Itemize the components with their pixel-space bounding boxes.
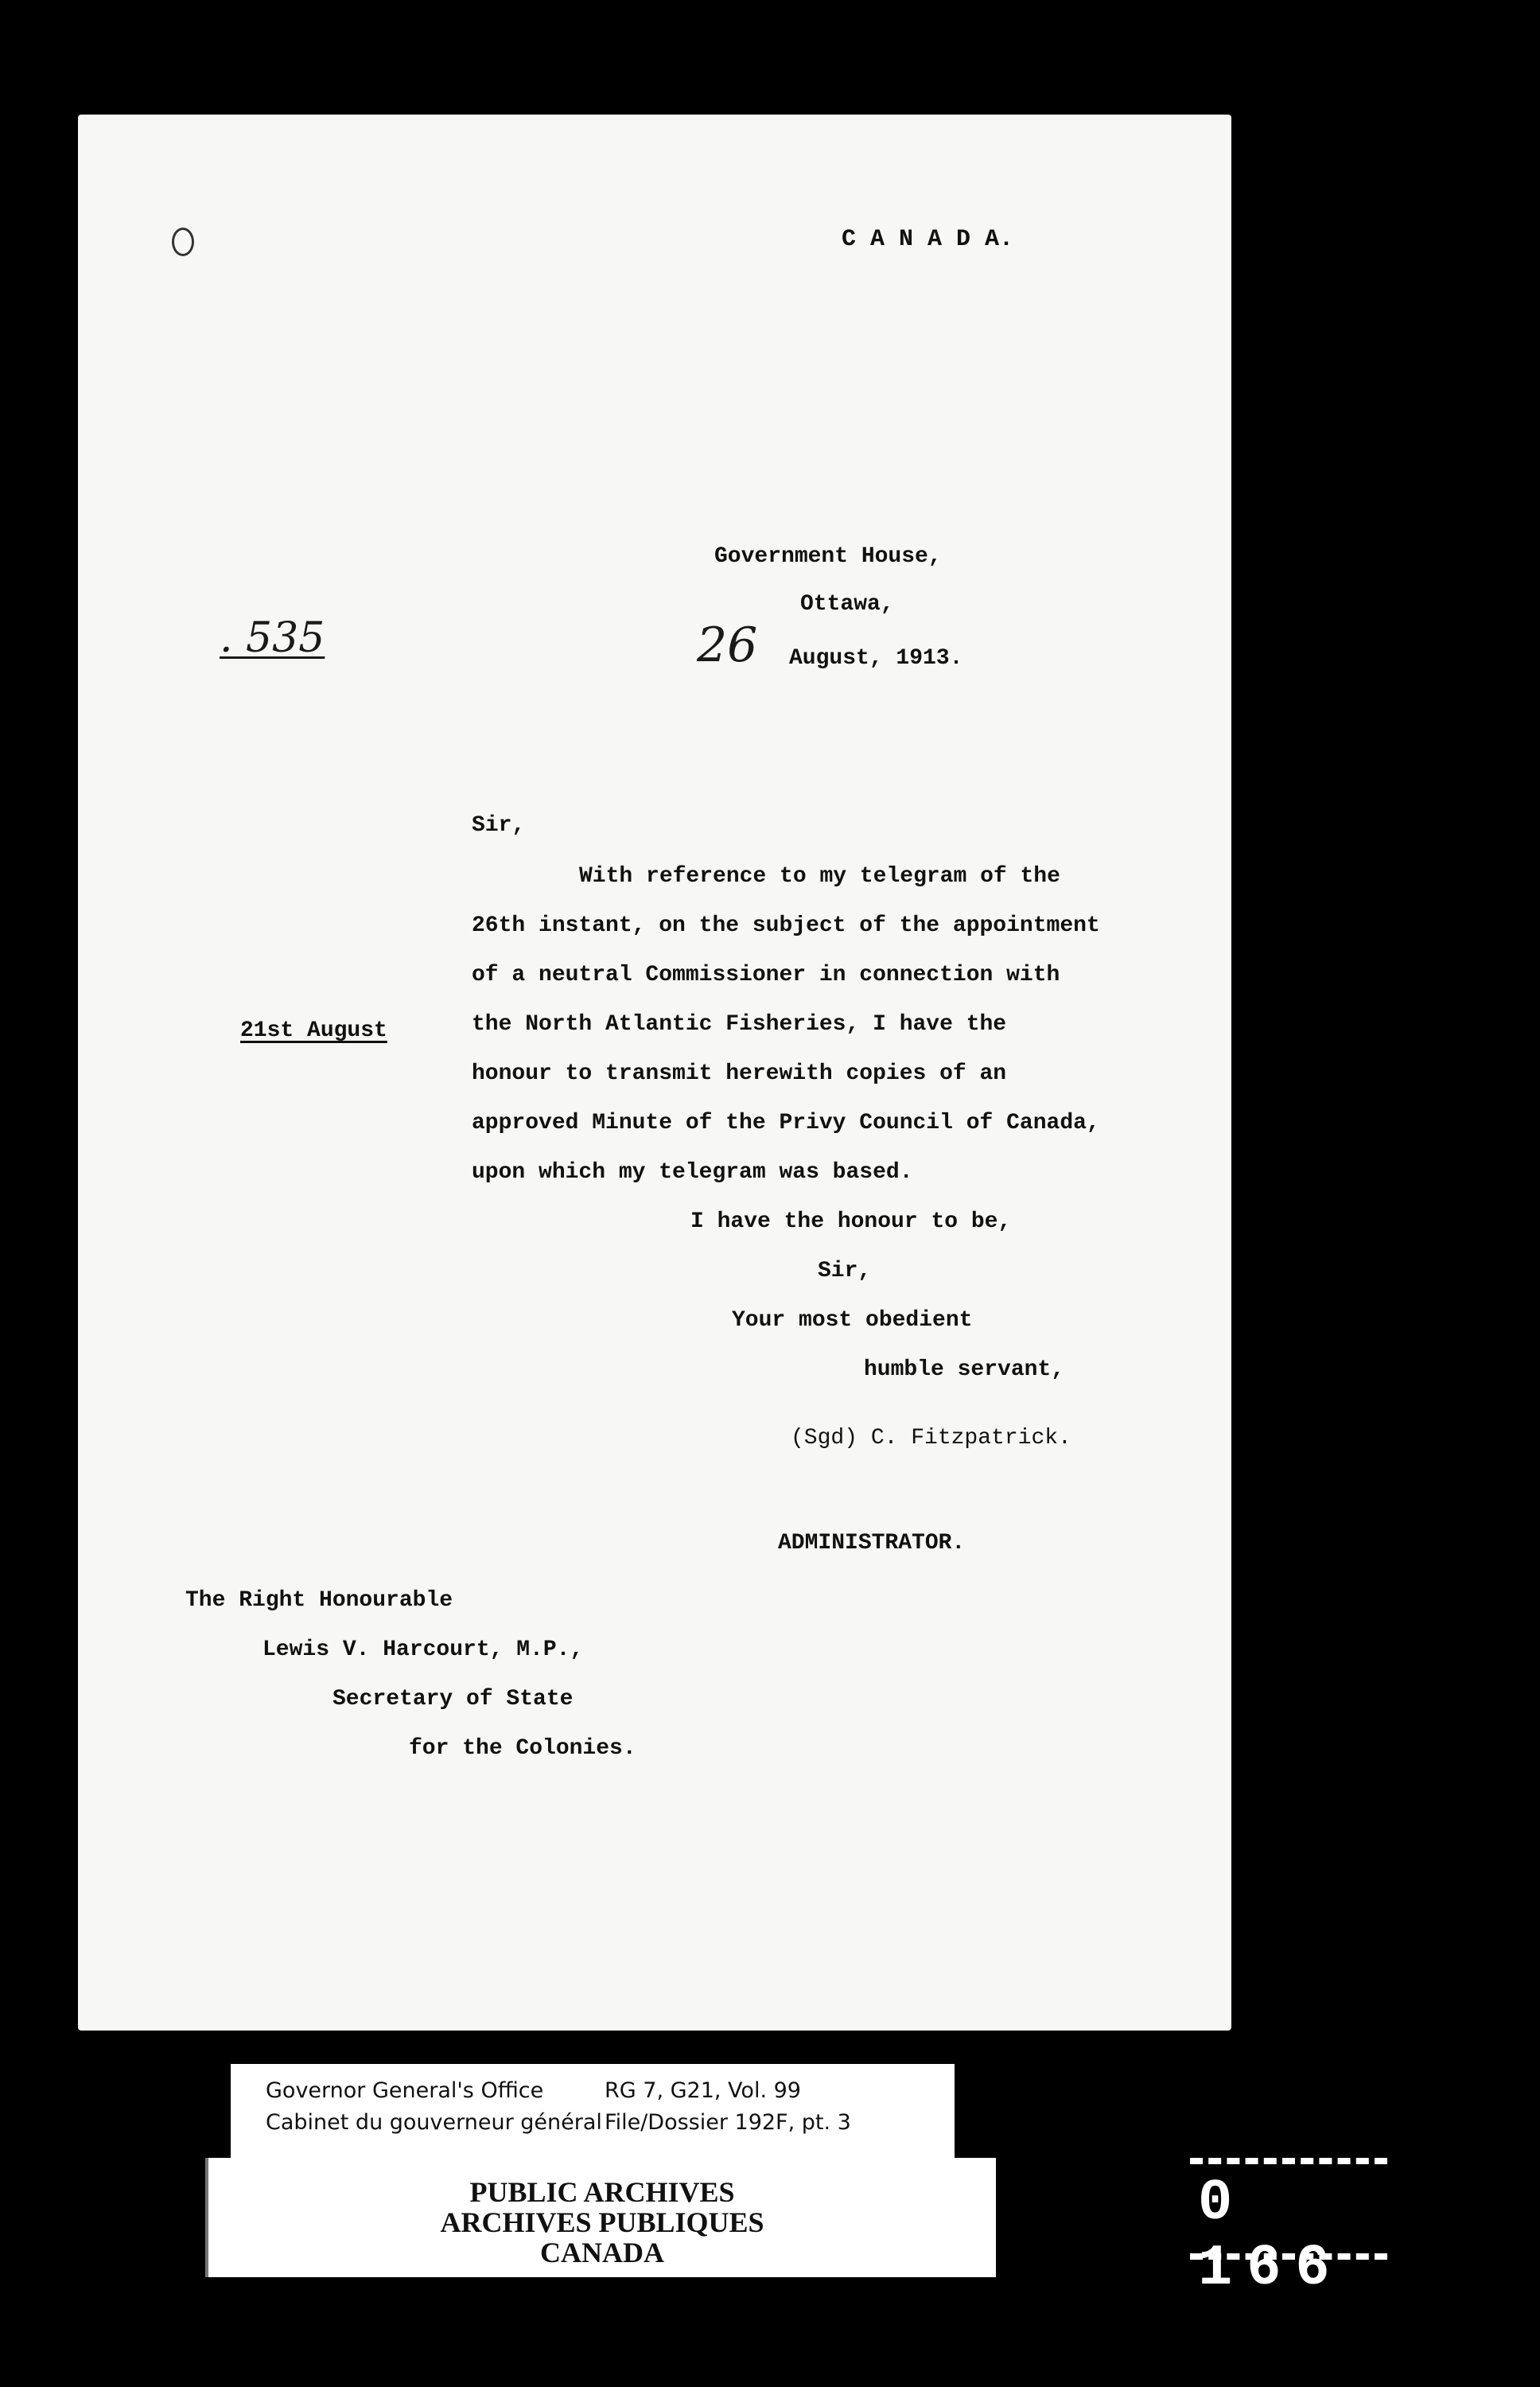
frame-number-badge <box>1190 2158 1387 2301</box>
closing-line: humble servant, <box>864 1357 1065 1382</box>
closing-line: Your most obedient <box>732 1308 973 1333</box>
body-line: approved Minute of the Privy Council of Canada, <box>472 1111 1100 1135</box>
recipient-line: for the Colonies. <box>409 1736 636 1761</box>
punch-hole <box>172 228 194 256</box>
frame-number: 0 166 <box>1198 2171 1344 2301</box>
archive-reference-label <box>231 2064 955 2158</box>
closing-line: Sir, <box>818 1259 872 1283</box>
archive-stamp-line: ARCHIVES PUBLIQUES <box>440 2206 764 2238</box>
address-line-1: Government House, <box>714 544 942 569</box>
body-line: honour to transmit herewith copies of an <box>472 1061 1007 1086</box>
body-line: 26th instant, on the subject of the appointment <box>472 913 1100 938</box>
address-line-2: Ottawa, <box>800 592 894 617</box>
file-reference: File/Dossier 192F, pt. 3 <box>605 2110 851 2135</box>
office-english: Governor General's Office <box>266 2078 544 2103</box>
body-line: the North Atlantic Fisheries, I have the <box>472 1012 1007 1037</box>
recipient-line: Secretary of State <box>332 1687 574 1711</box>
letter-date: August, 1913. <box>789 646 963 671</box>
body-line: of a neutral Commissioner in connection with <box>472 963 1060 987</box>
record-group: RG 7, G21, Vol. 99 <box>605 2078 801 2103</box>
archive-stamp <box>205 2158 996 2277</box>
archive-stamp-line: PUBLIC ARCHIVES <box>469 2176 735 2208</box>
handwritten-day: 26 <box>697 617 758 673</box>
recipient-line: Lewis V. Harcourt, M.P., <box>262 1637 584 1662</box>
office-french: Cabinet du gouverneur général <box>266 2110 602 2135</box>
body-line: With reference to my telegram of the <box>579 864 1060 889</box>
signatory-title: ADMINISTRATOR. <box>778 1531 966 1556</box>
letter-page <box>78 115 1231 2031</box>
closing-line: I have the honour to be, <box>690 1209 1012 1234</box>
heading-country: C A N A D A. <box>842 226 1014 253</box>
margin-date: 21st August <box>240 1018 387 1043</box>
signature: (Sgd) C. Fitzpatrick. <box>791 1426 1071 1451</box>
archive-stamp-line: CANADA <box>540 2237 664 2268</box>
recipient-line: The Right Honourable <box>185 1588 453 1613</box>
salutation: Sir, <box>472 813 526 838</box>
file-number: . 535 <box>220 614 325 662</box>
body-line: upon which my telegram was based. <box>472 1160 913 1185</box>
